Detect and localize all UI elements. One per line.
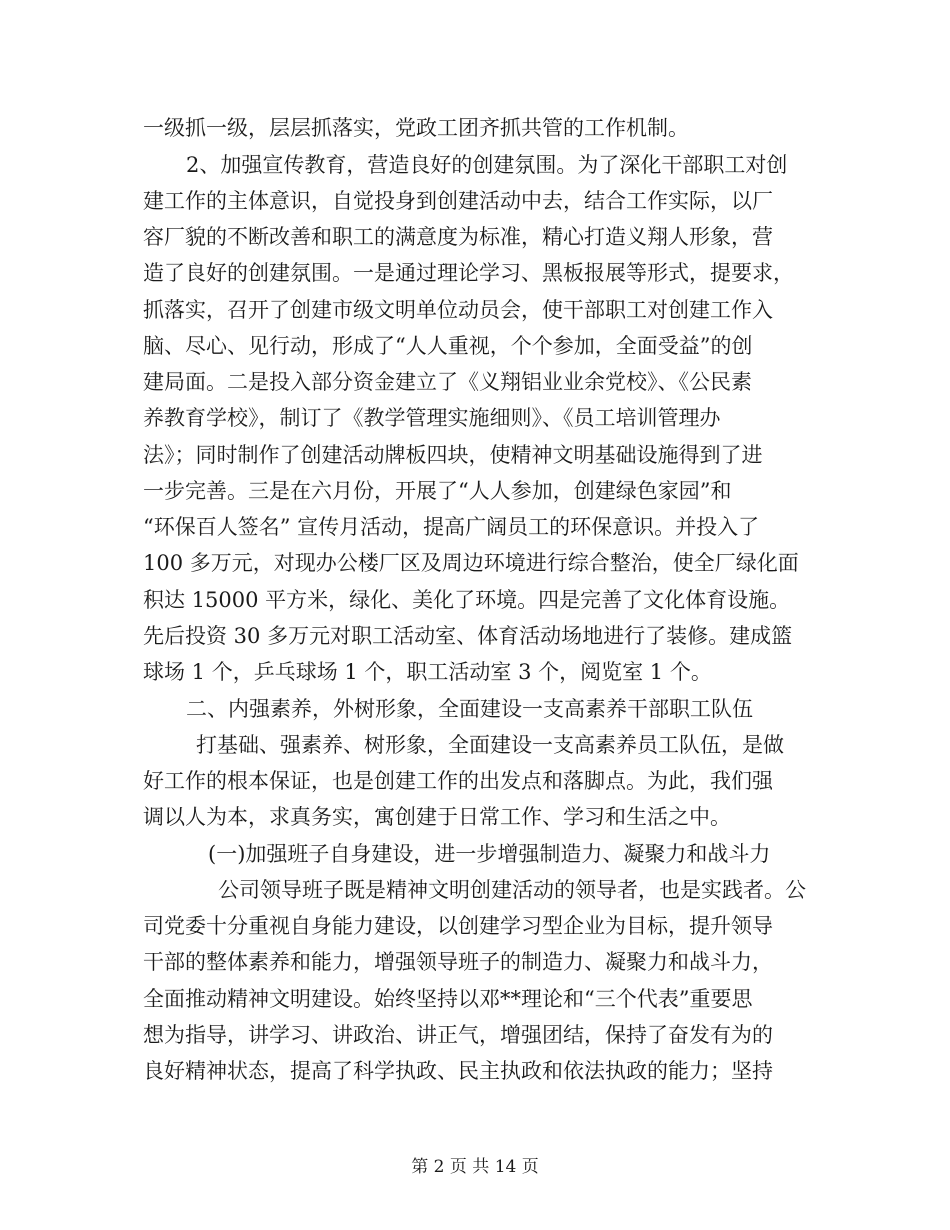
text-line-27: 良好精神状态，提高了科学执政、民主执政和依法执政的能力；坚持: [143, 1059, 773, 1083]
text-line-3: 建工作的主体意识，自觉投身到创建活动中去，结合工作实际，以厂: [143, 189, 773, 213]
text-line-1: 一级抓一级，层层抓落实，党政工团齐抓共管的工作机制。: [143, 116, 689, 140]
text-line-16: 球场 1 个，乒乓球场 1 个，职工活动室 3 个，阅览室 1 个。: [143, 660, 712, 684]
text-line-26: 想为指导，讲学习、讲政治、讲正气，增强团结，保持了奋发有为的: [143, 1023, 773, 1047]
text-line-11: 一步完善。三是在六月份，开展了“人人参加，创建绿色家园”和: [143, 479, 732, 503]
text-line-12: “环保百人签名” 宣传月活动，提高广阔员工的环保意识。并投入了: [143, 515, 760, 539]
text-line-9: 养教育学校》，制订了《教学管理实施细则》、《员工培训管理办: [143, 406, 721, 430]
section-heading-2: 二、内强素养，外树形象，全面建设一支高素养干部职工队伍: [186, 697, 753, 721]
text-line-23: 司党委十分重视自身能力建设，以创建学习型企业为目标，提升领导: [143, 914, 773, 938]
text-line-19: 好工作的根本保证，也是创建工作的出发点和落脚点。为此，我们强: [143, 769, 773, 793]
text-line-15: 先后投资 30 多万元对职工活动室、体育活动场地进行了装修。建成篮: [143, 624, 793, 648]
text-line-7: 脑、尽心、见行动，形成了“人人重视，个个参加，全面受益”的创: [143, 334, 753, 358]
subsection-heading-1: (一)加强班子自身建设，进一步增强制造力、凝聚力和战斗力: [208, 842, 771, 866]
text-line-10: 法》；同时制作了创建活动牌板四块，使精神文明基础设施得到了进: [143, 443, 763, 467]
text-line-5: 造了良好的创建氛围。一是通过理论学习、黑板报展等形式，提要求，: [143, 261, 794, 285]
text-line-2: 2、加强宣传教育，营造良好的创建氛围。为了深化干部职工对创: [186, 153, 788, 177]
text-line-18: 打基础、强素养、树形象，全面建设一支高素养员工队伍，是做: [196, 733, 784, 757]
text-line-8: 建局面。二是投入部分资金建立了《义翔铝业业余党校》、《公民素: [143, 370, 752, 394]
page-number-footer: 第 2 页 共 14 页: [411, 1157, 539, 1177]
text-line-4: 容厂貌的不断改善和职工的满意度为标准，精心打造义翔人形象，营: [143, 225, 773, 249]
text-line-20: 调以人为本，求真务实，寓创建于日常工作、学习和生活之中。: [143, 805, 731, 829]
text-line-22: 公司领导班子既是精神文明创建活动的领导者，也是实践者。公: [218, 878, 806, 902]
text-line-25: 全面推动精神文明建设。始终坚持以邓**理论和“三个代表”重要思: [143, 987, 753, 1011]
text-line-14: 积达 15000 平方米，绿化、美化了环境。四是完善了文化体育设施。: [143, 588, 791, 612]
text-line-13: 100 多万元，对现办公楼厂区及周边环境进行综合整治，使全厂绿化面: [143, 551, 799, 575]
text-line-6: 抓落实，召开了创建市级文明单位动员会，使干部职工对创建工作入: [143, 298, 773, 322]
text-line-24: 干部的整体素养和能力，增强领导班子的制造力、凝聚力和战斗力，: [143, 950, 773, 974]
